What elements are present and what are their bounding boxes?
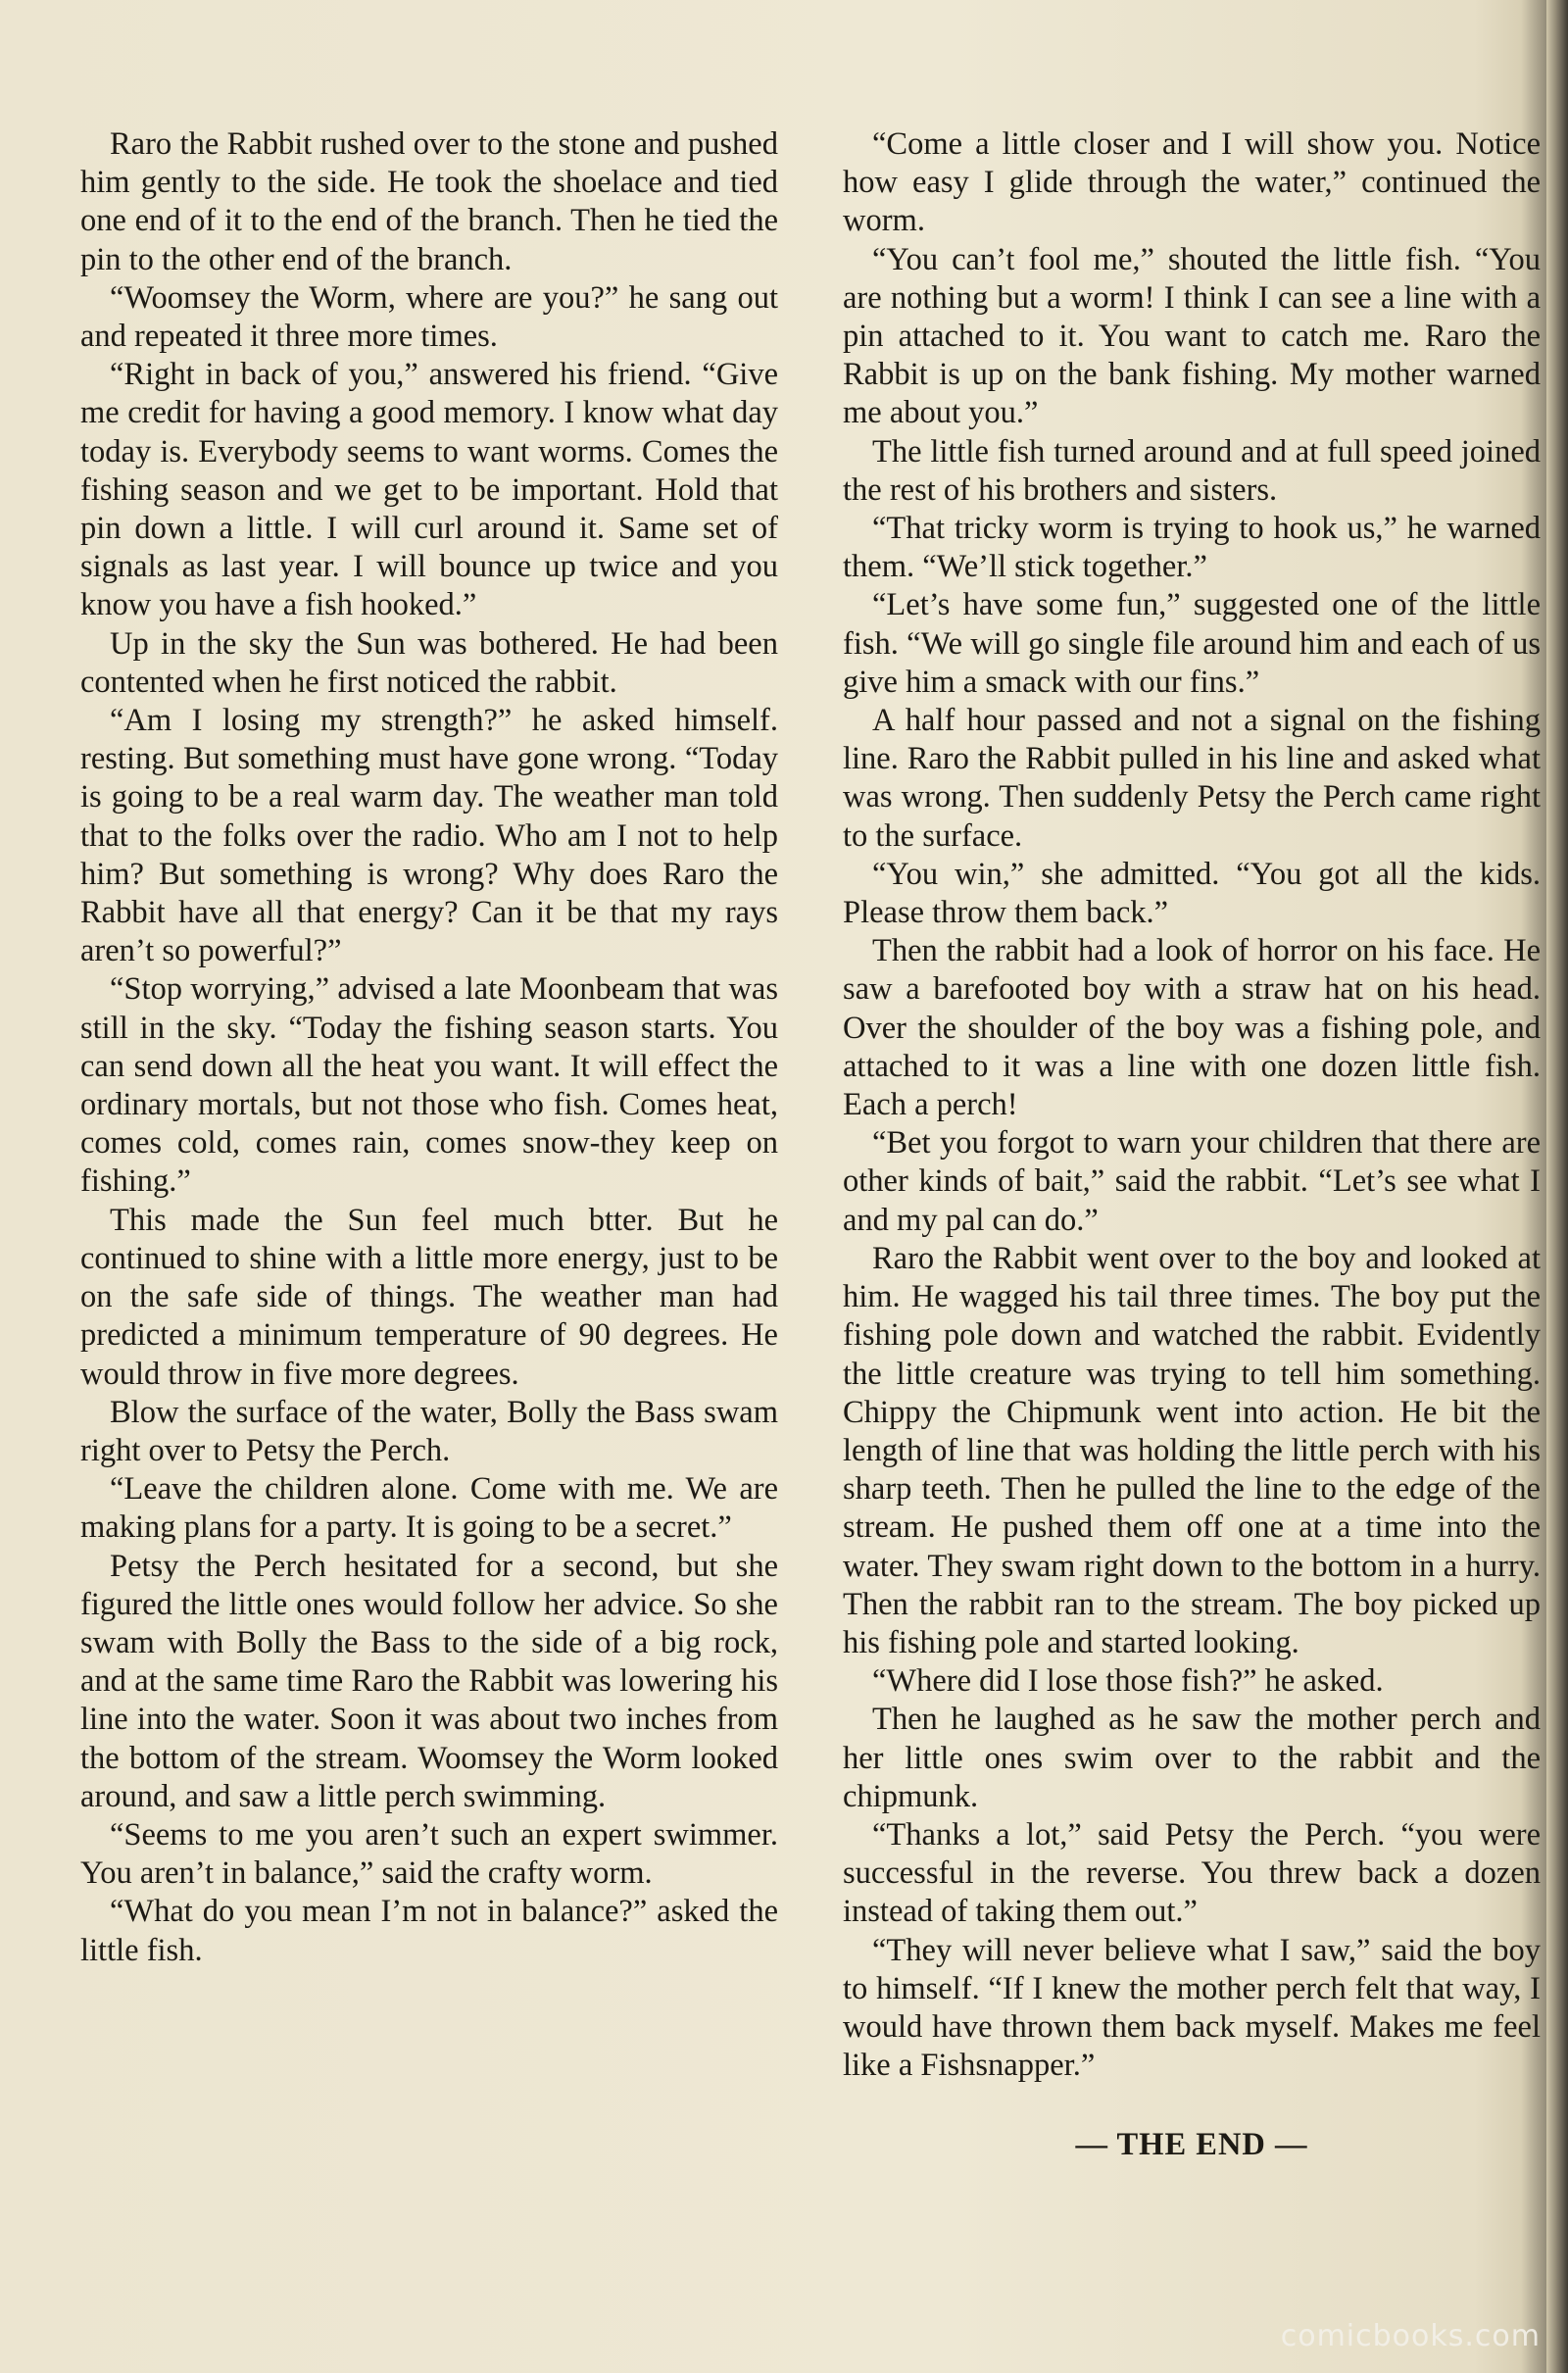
paragraph: “You win,” she admitted. “You got all the kids. Please throw them back.” <box>843 856 1541 931</box>
paragraph: Up in the sky the Sun was bothered. He had been contented when he first noticed the rabbit. <box>80 625 778 700</box>
paragraph: Raro the Rabbit went over to the boy and looked at him. He wagged his tail three times. The boy put the fishing pole down and watched the rabbit. Evidently the little creature was trying to tell him something. Chippy the Chipmunk went into action. He bit the length of line that was holding the little perch with his sharp teeth. Then he pulled the line to the edge of the stream. He pushed them off one at a time into the water. They swam right down to the bottom in a hurry. Then the rabbit ran to the stream. The boy picked up his fishing pole and started looking. <box>843 1240 1541 1660</box>
paragraph: “You can’t fool me,” shouted the little fish. “You are nothing but a worm! I think I can see a line with a pin attached to it. You want to catch me. Raro the Rabbit is up on the bank fishing. My mother warned me about you.” <box>843 241 1541 431</box>
paragraph: “Seems to me you aren’t such an expert swimmer. You aren’t in balance,” said the crafty worm. <box>80 1816 778 1892</box>
paragraph: Petsy the Perch hesitated for a second, but she figured the little ones would follow her advice. So she swam with Bolly the Bass to the side of a big rock, and at the same time Raro the Rabbit was lowering his line into the water. Soon it was about two inches from the bottom of the stream. Woomsey the Worm looked around, and saw a little perch swimming. <box>80 1548 778 1814</box>
paragraph: “Leave the children alone. Come with me. We are making plans for a party. It is going to be a secret.” <box>80 1471 778 1546</box>
paragraph: “That tricky worm is trying to hook us,” he warned them. “We’ll stick together.” <box>843 511 1541 585</box>
paragraph: “Let’s have some fun,” suggested one of the little fish. “We will go single file around him and each of us give him a smack with our fins.” <box>843 587 1541 700</box>
paragraph: “Stop worrying,” advised a late Moonbeam that was still in the sky. “Today the fishing season starts. You can send down all the heat you want. It will effect the ordinary mortals, but not those who fish. Comes heat, comes cold, comes rain, comes snow-they keep on fishing.” <box>80 971 778 1200</box>
paragraph: The little fish turned around and at full speed joined the rest of his brothers and sisters. <box>843 433 1541 508</box>
paragraph: Then he laughed as he saw the mother perch and her little ones swim over to the rabbit and the chipmunk. <box>843 1702 1541 1814</box>
paragraph: Then the rabbit had a look of horror on his face. He saw a barefooted boy with a straw hat on his head. Over the shoulder of the boy was a fishing pole, and attached to it was a line with one dozen little fish. Each a perch! <box>843 933 1541 1123</box>
paragraph: “Thanks a lot,” said Petsy the Perch. “you were successful in the reverse. You threw back a dozen instead of taking them out.” <box>843 1816 1541 1930</box>
paragraph: “What do you mean I’m not in balance?” asked the little fish. <box>80 1894 778 1968</box>
left-column <box>80 125 778 1970</box>
paragraph: Blow the surface of the water, Bolly the Bass swam right over to Petsy the Perch. <box>80 1394 778 1468</box>
paragraph: “They will never believe what I saw,” said the boy to himself. “If I knew the mother perch felt that way, I would have thrown them back myself. Makes me feel like a Fishsnapper.” <box>843 1932 1541 2084</box>
page-spine-shadow <box>1546 0 1568 2373</box>
right-column <box>843 125 1541 2165</box>
paragraph: “Am I losing my strength?” he asked himself. resting. But something must have gone wrong. “Today is going to be a real warm day. The weather man told that to the folks over the radio. Who am I not to help him? But something is wrong? Why does Raro the Rabbit have all that energy? Can it be that my rays aren’t so powerful?” <box>80 703 778 969</box>
paragraph: A half hour passed and not a signal on the fishing line. Raro the Rabbit pulled in his line and asked what was wrong. Then suddenly Petsy the Perch came right to the surface. <box>843 703 1541 854</box>
paragraph: “Right in back of you,” answered his friend. “Give me credit for having a good memory. I know what day today is. Everybody seems to want worms. Comes the fishing season and we get to be important. Hold that pin down a little. I will curl around it. Same set of signals as last year. I will bounce up twice and you know you have a fish hooked.” <box>80 357 778 623</box>
the-end-marker: — THE END — <box>1075 2127 1308 2163</box>
site-watermark: comicbooks.com <box>1280 2319 1541 2353</box>
paragraph: “Woomsey the Worm, where are you?” he sang out and repeated it three more times. <box>80 279 778 355</box>
paragraph: Raro the Rabbit rushed over to the stone and pushed him gently to the side. He took the shoelace and tied one end of it to the end of the branch. Then he tied the pin to the other end of the branch. <box>80 126 778 277</box>
paragraph: “Bet you forgot to warn your children that there are other kinds of bait,” said the rabbit. “Let’s see what I and my pal can do.” <box>843 1125 1541 1238</box>
paragraph: “Come a little closer and I will show you. Notice how easy I glide through the water,” continued the worm. <box>843 126 1541 239</box>
paragraph: This made the Sun feel much btter. But he continued to shine with a little more energy, just to be on the safe side of things. The weather man had predicted a minimum temperature of 90 degrees. He would throw in five more degrees. <box>80 1202 778 1392</box>
paragraph: “Where did I lose those fish?” he asked. <box>872 1663 1384 1700</box>
